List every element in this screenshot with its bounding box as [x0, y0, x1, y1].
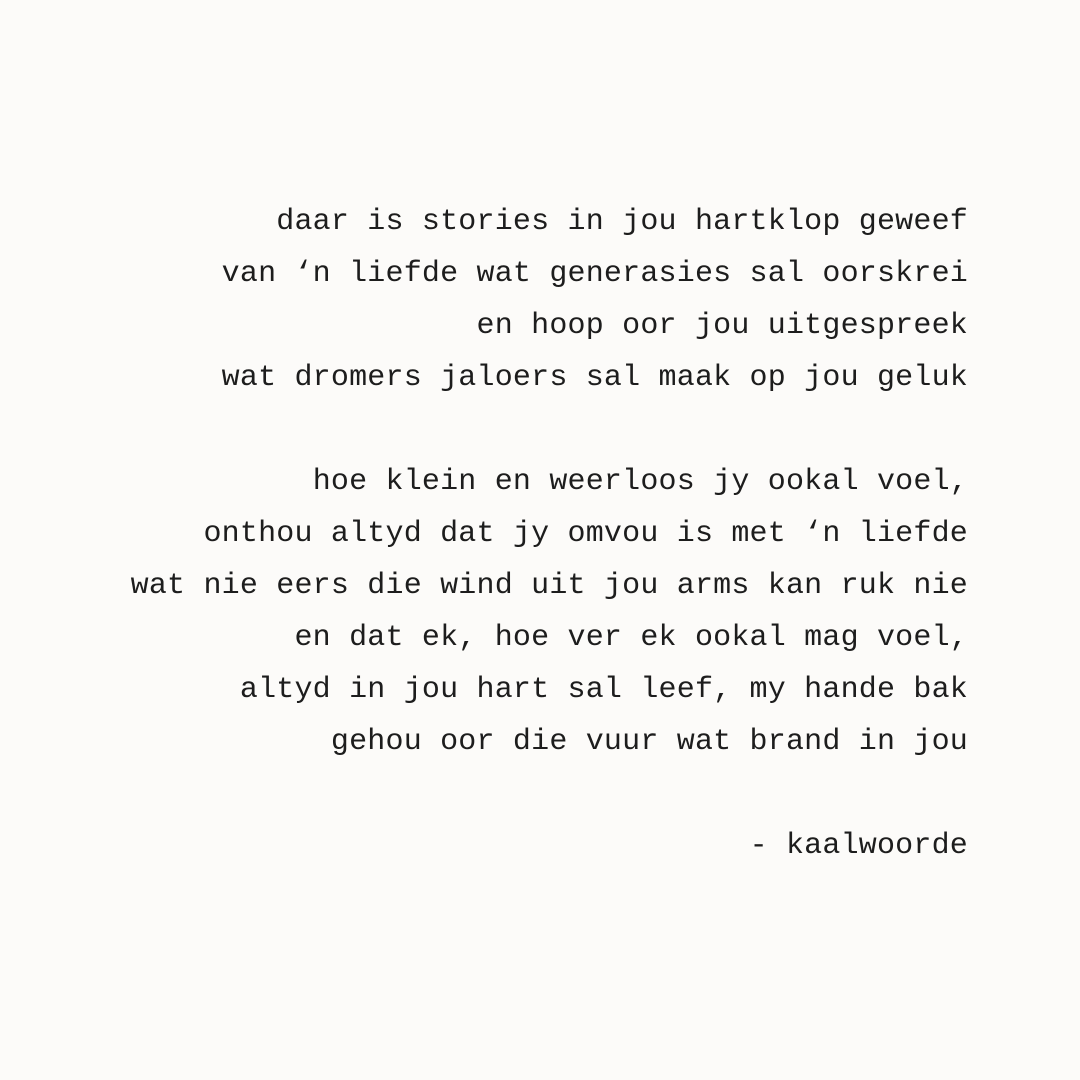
stanza-2 — [131, 456, 968, 768]
poem-line: hoe klein en weerloos jy ookal voel, — [312, 465, 968, 499]
poem — [131, 196, 968, 872]
poem-line: wat dromers jaloers sal maak op jou geluk — [221, 361, 968, 395]
poem-line: gehou oor die vuur wat brand in jou — [330, 725, 968, 759]
poem-line: en hoop oor jou uitgespreek — [476, 309, 968, 343]
poem-line: en dat ek, hoe ver ek ookal mag voel, — [294, 621, 968, 655]
poem-line: daar is stories in jou hartklop geweef — [276, 205, 968, 239]
poem-line: onthou altyd dat jy omvou is met ‘n liefde — [203, 517, 968, 551]
poem-line: wat nie eers die wind uit jou arms kan ruk nie — [130, 569, 968, 603]
poem-line: altyd in jou hart sal leef, my hande bak — [239, 673, 968, 707]
author-signature: - kaalwoorde — [749, 829, 968, 863]
stanza-1 — [131, 196, 968, 404]
poem-line: van ‘n liefde wat generasies sal oorskrei — [221, 257, 968, 291]
